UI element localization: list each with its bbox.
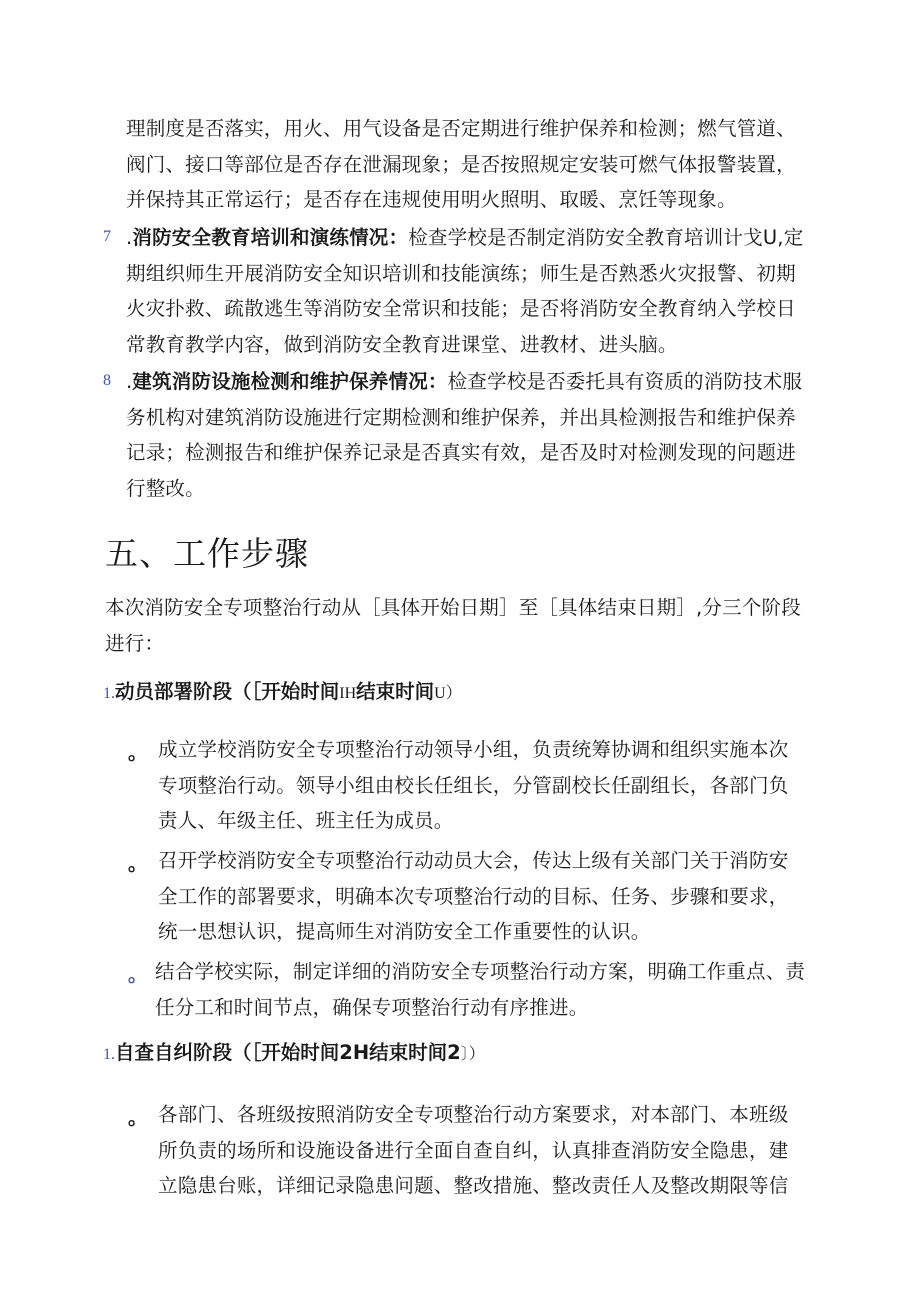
stage-2-title: 自查自纠阶段（［开始时间2H结束时间2 — [115, 1041, 461, 1064]
paragraph-line: 理制度是否落实，用火、用气设备是否定期进行维护保养和检测；燃气管道、 — [126, 117, 796, 140]
stage-1-marker: 1. — [103, 685, 115, 702]
item-8-dot: . — [126, 370, 133, 393]
paragraph-line: 结合学校实际，制定详细的消防安全专项整治行动方案，明确工作重点、责 — [155, 960, 806, 983]
bullet-symbol: 。 — [128, 741, 148, 764]
item-8-number: 8 — [103, 372, 111, 389]
stage-1-middle: IH — [339, 685, 357, 702]
paragraph-line: 责人、年级主任、班主任为成员。 — [158, 809, 454, 832]
paragraph-line: 记录；检测报告和维护保养记录是否真实有效，是否及时对检测发现的问题进 — [126, 441, 796, 464]
section-title: 五、工作步骤 — [105, 534, 309, 573]
paragraph-line: 立隐患台账，详细记录隐患问题、整改措施、整改责任人及整改期限等信 — [158, 1174, 789, 1197]
stage-2-marker: 1. — [103, 1046, 115, 1063]
stage-1-bullet-2 — [158, 843, 788, 950]
paragraph-line: 常教育教学内容，做到消防安全教育进课堂、进教材、进头脑。 — [126, 332, 678, 356]
bullet-symbol: 。 — [128, 1106, 148, 1129]
bullet-symbol: 。 — [128, 963, 148, 986]
item-7-paragraph — [126, 220, 803, 362]
section-intro-paragraph — [105, 590, 801, 661]
paragraph-line: 行整改。 — [126, 476, 205, 500]
item-7-dot: . — [126, 226, 133, 249]
item-7-heading: 消防安全教育培训和演练情况： — [132, 226, 409, 249]
paragraph-line: 并保持其正常运行；是否存在违规使用明火照明、取暖、烹饪等现象。 — [126, 188, 737, 211]
paragraph-line: 统一思想认识，提高师生对消防安全工作重要性的认识。 — [158, 920, 651, 943]
paragraph-line: 专项整治行动。领导小组由校长任组长，分管副校长任副组长，各部门负 — [158, 773, 789, 797]
stage-1-tail: U） — [434, 685, 462, 702]
paragraph-line: 召开学校消防安全专项整治行动动员大会，传达上级有关部门关于消防安 — [158, 849, 789, 872]
item-8-paragraph — [126, 364, 802, 506]
stage-1-title-end: 结束时间 — [356, 680, 435, 703]
paragraph-line: 火灾扑救、疏散逃生等消防安全常识和技能；是否将消防安全教育纳入学校日 — [126, 297, 796, 320]
paragraph-line: 全工作的部署要求，明确本次专项整治行动的目标、任务、步骤和要求， — [158, 884, 789, 908]
item-8-heading: 建筑消防设施检测和维护保养情况： — [132, 370, 448, 393]
stage-1-bullet-3 — [155, 954, 805, 1025]
paragraph-line: 所负责的场所和设施设备进行全面自查自纠，认真排查消防安全隐患，建 — [158, 1138, 789, 1162]
stage-2-tail: 〕） — [460, 1046, 485, 1063]
stage-1-heading — [103, 674, 462, 712]
paragraph-line: 阀门、接口等部位是否存在泄漏现象；是否按照规定安装可燃气体报警装置， — [126, 152, 796, 176]
paragraph-line: 成立学校消防安全专项整治行动领导小组，负责统筹协调和组织实施本次 — [158, 738, 789, 761]
item-7-number: 7 — [103, 228, 111, 245]
item-7-first-line — [126, 220, 803, 256]
item-8-first-line — [126, 364, 802, 400]
item-8-first-line-text: 检查学校是否委托具有资质的消防技术服 — [447, 370, 803, 393]
paragraph-line: 本次消防安全专项整治行动从［具体开始日期］至［具体结束日期］,分三个阶段 — [105, 596, 801, 619]
intro-continuation-paragraph — [126, 111, 796, 218]
paragraph-line: 进行： — [105, 631, 165, 655]
paragraph-line: 任分工和时间节点，确保专项整治行动有序推进。 — [155, 995, 589, 1019]
bullet-symbol: 。 — [128, 852, 148, 875]
paragraph-line: 期组织师生开展消防安全知识培训和技能演练；师生是否熟悉火灾报警、初期 — [126, 261, 796, 285]
paragraph-line: 各部门、各班级按照消防安全专项整治行动方案要求，对本部门、本班级 — [158, 1103, 789, 1126]
stage-1-title: 动员部署阶段（［开始时间 — [115, 680, 340, 703]
stage-2-bullet-1 — [158, 1097, 788, 1204]
stage-1-bullet-1 — [158, 732, 788, 839]
item-7-first-line-text: 检查学校是否制定消防安全教育培训计戈U,定 — [408, 226, 804, 249]
stage-2-heading — [103, 1035, 485, 1073]
paragraph-line: 务机构对建筑消防设施进行定期检测和维护保养，并出具检测报告和维护保养 — [126, 405, 796, 429]
